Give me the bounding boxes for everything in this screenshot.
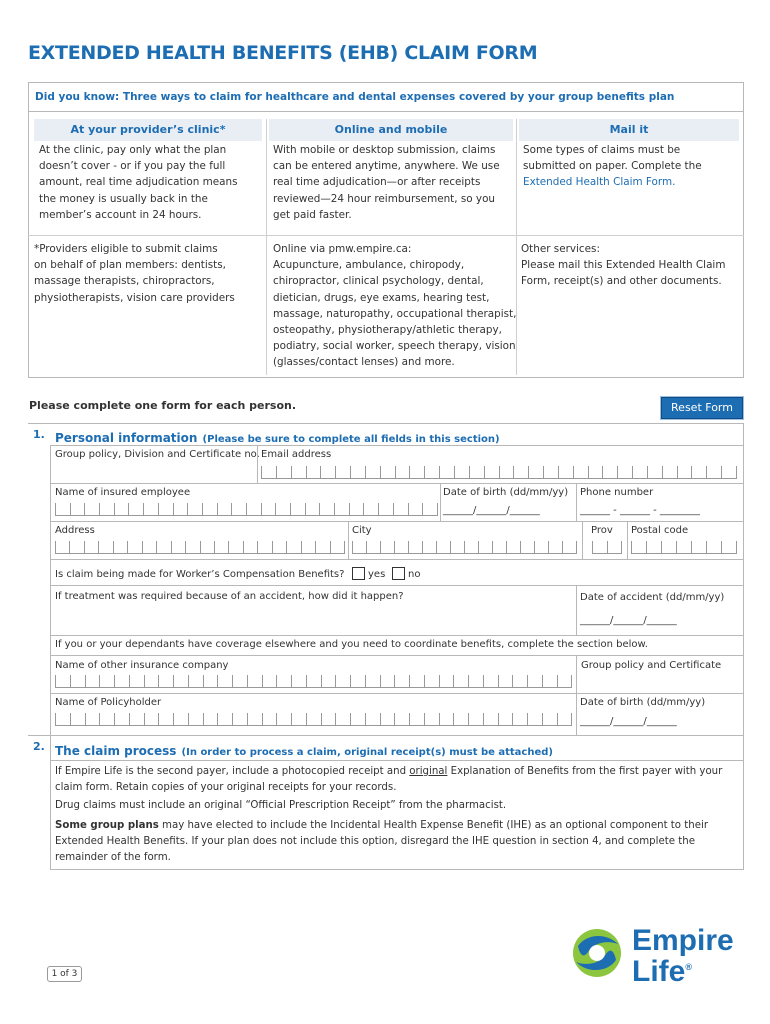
phone-input[interactable]: ______ - ______ - ________	[580, 505, 700, 516]
section-number: 1.	[33, 428, 45, 441]
divider	[576, 585, 577, 635]
group-policy-input[interactable]	[55, 464, 253, 480]
divider	[50, 760, 744, 761]
divider	[28, 111, 744, 112]
divider	[582, 521, 583, 559]
column-header-online: Online and mobile	[269, 119, 513, 141]
divider	[50, 445, 744, 446]
address-input[interactable]	[55, 541, 345, 554]
divider	[576, 655, 577, 693]
divider	[257, 445, 258, 483]
divider	[50, 585, 744, 586]
dob2-label: Date of birth (dd/mm/yy)	[580, 697, 706, 708]
divider	[50, 559, 744, 560]
claim-paragraph-2: Drug claims must include an original “Official Prescription Receipt” from the pharmacist.	[55, 800, 507, 811]
other-insurance-label: Name of other insurance company	[55, 660, 229, 671]
postal-code-input[interactable]	[631, 541, 737, 554]
wc-question: Is claim being made for Worker’s Compensation Benefits?	[55, 569, 345, 580]
instruction-text: Please complete one form for each person.	[29, 399, 297, 412]
policyholder-label: Name of Policyholder	[55, 697, 162, 708]
page-number: 1 of 3	[47, 966, 82, 982]
column-header-provider: At your provider’s clinic*	[34, 119, 262, 141]
dob-label: Date of birth (dd/mm/yy)	[443, 487, 569, 498]
empire-life-logo-mark	[572, 928, 622, 978]
divider	[348, 521, 349, 559]
divider	[576, 693, 577, 735]
provider-note: *Providers eligible to submit claims on behalf of plan members: dentists, massage therapists, chiropractors, physiotherapists, vision care providers	[34, 243, 235, 304]
divider	[440, 483, 441, 521]
insured-name-label: Name of insured employee	[55, 487, 191, 498]
group-certificate-input[interactable]	[580, 674, 740, 690]
other-insurance-input[interactable]	[55, 675, 572, 688]
divider	[50, 635, 744, 636]
postal-code-label: Postal code	[631, 525, 689, 536]
claim-paragraph-3: Some group plans may have elected to include the Incidental Health Expense Benefit (IHE) as an optional component to their Extended Health Benefits. If your plan does not include this option, disregard the IHE question in section 4, and complete the remainder of the form.	[55, 820, 709, 863]
extended-health-claim-form-link[interactable]: Extended Health Claim Form.	[523, 176, 676, 189]
divider	[627, 521, 628, 559]
wc-yes-label: yes	[368, 569, 386, 580]
wc-no-checkbox[interactable]	[392, 567, 405, 580]
online-description: With mobile or desktop submission, claims can be entered anytime, anywhere. We use real time adjudication—or after receipts reviewed—24 hour reimbursement, so you get paid faster.	[273, 144, 500, 221]
coordinate-benefits-note: If you or your dependants have coverage elsewhere and you need to coordinate benefits, complete the section below.	[55, 639, 648, 650]
city-label: City	[352, 525, 372, 536]
divider	[50, 693, 744, 694]
divider	[50, 483, 744, 484]
wc-no-label: no	[408, 569, 421, 580]
divider	[50, 655, 744, 656]
did-you-know-heading: Did you know: Three ways to claim for healthcare and dental expenses covered by your group benefits plan	[35, 91, 675, 103]
section-heading: Personal information (Please be sure to complete all fields in this section)	[55, 431, 500, 445]
phone-label: Phone number	[580, 487, 654, 498]
form-title: EXTENDED HEALTH BENEFITS (EHB) CLAIM FORM	[28, 42, 538, 64]
divider	[50, 521, 744, 522]
claim-paragraph-1: If Empire Life is the second payer, include a photocopied receipt and original Explanation of Benefits from the first payer with your claim form. Retain copies of your original receipts for your records.	[55, 766, 723, 793]
divider	[266, 119, 267, 375]
accident-date-label: Date of accident (dd/mm/yy)	[580, 592, 725, 603]
province-input[interactable]	[592, 541, 622, 554]
section-number: 2.	[33, 740, 45, 753]
mail-description: Some types of claims must be submitted on paper. Complete the Extended Health Claim Form.	[523, 142, 741, 191]
email-input[interactable]	[261, 466, 737, 479]
policyholder-input[interactable]	[55, 713, 572, 726]
accident-description-input[interactable]	[55, 606, 572, 634]
provider-description: At the clinic, pay only what the plan doesn’t cover - or if you pay the full amount, real time adjudication means the money is usually back in the member’s account in 24 hours.	[39, 144, 238, 221]
address-label: Address	[55, 525, 95, 536]
dob2-input[interactable]: ______/______/______	[580, 716, 677, 727]
group-policy-label: Group policy, Division and Certificate no.	[55, 449, 260, 460]
group-certificate-label: Group policy and Certificate	[581, 660, 722, 671]
pmw-link[interactable]: pmw.empire.ca	[328, 243, 408, 255]
accident-question: If treatment was required because of an accident, how did it happen?	[55, 591, 404, 602]
accident-date-input[interactable]: ______/______/______	[580, 615, 677, 626]
empire-life-logo-text: Empire Life®	[632, 924, 734, 988]
province-label: Prov	[591, 525, 613, 536]
wc-yes-checkbox[interactable]	[352, 567, 365, 580]
email-label: Email address	[261, 449, 332, 460]
dob-input[interactable]: ______/______/______	[443, 505, 540, 516]
reset-form-button[interactable]: Reset Form	[661, 397, 743, 419]
city-input[interactable]	[352, 541, 577, 554]
divider	[576, 483, 577, 521]
insured-name-input[interactable]	[55, 503, 438, 516]
mail-note: Other services: Please mail this Extended Health Claim Form, receipt(s) and other documents.	[521, 243, 726, 288]
column-header-mail: Mail it	[519, 119, 739, 141]
divider	[28, 235, 744, 236]
online-note: Online via pmw.empire.ca: Acupuncture, ambulance, chiropody, chiropractor, clinical psychology, dental, dietician, drugs, eye exams, hearing test, massage, naturopathy, occupational therapist, osteopathy, physiotherapy/athletic therapy, podiatry, social worker, speech therapy, vision (glasses/contact lenses) and more.	[273, 243, 517, 369]
section-heading: The claim process (In order to process a claim, original receipt(s) must be attached)	[55, 744, 553, 758]
